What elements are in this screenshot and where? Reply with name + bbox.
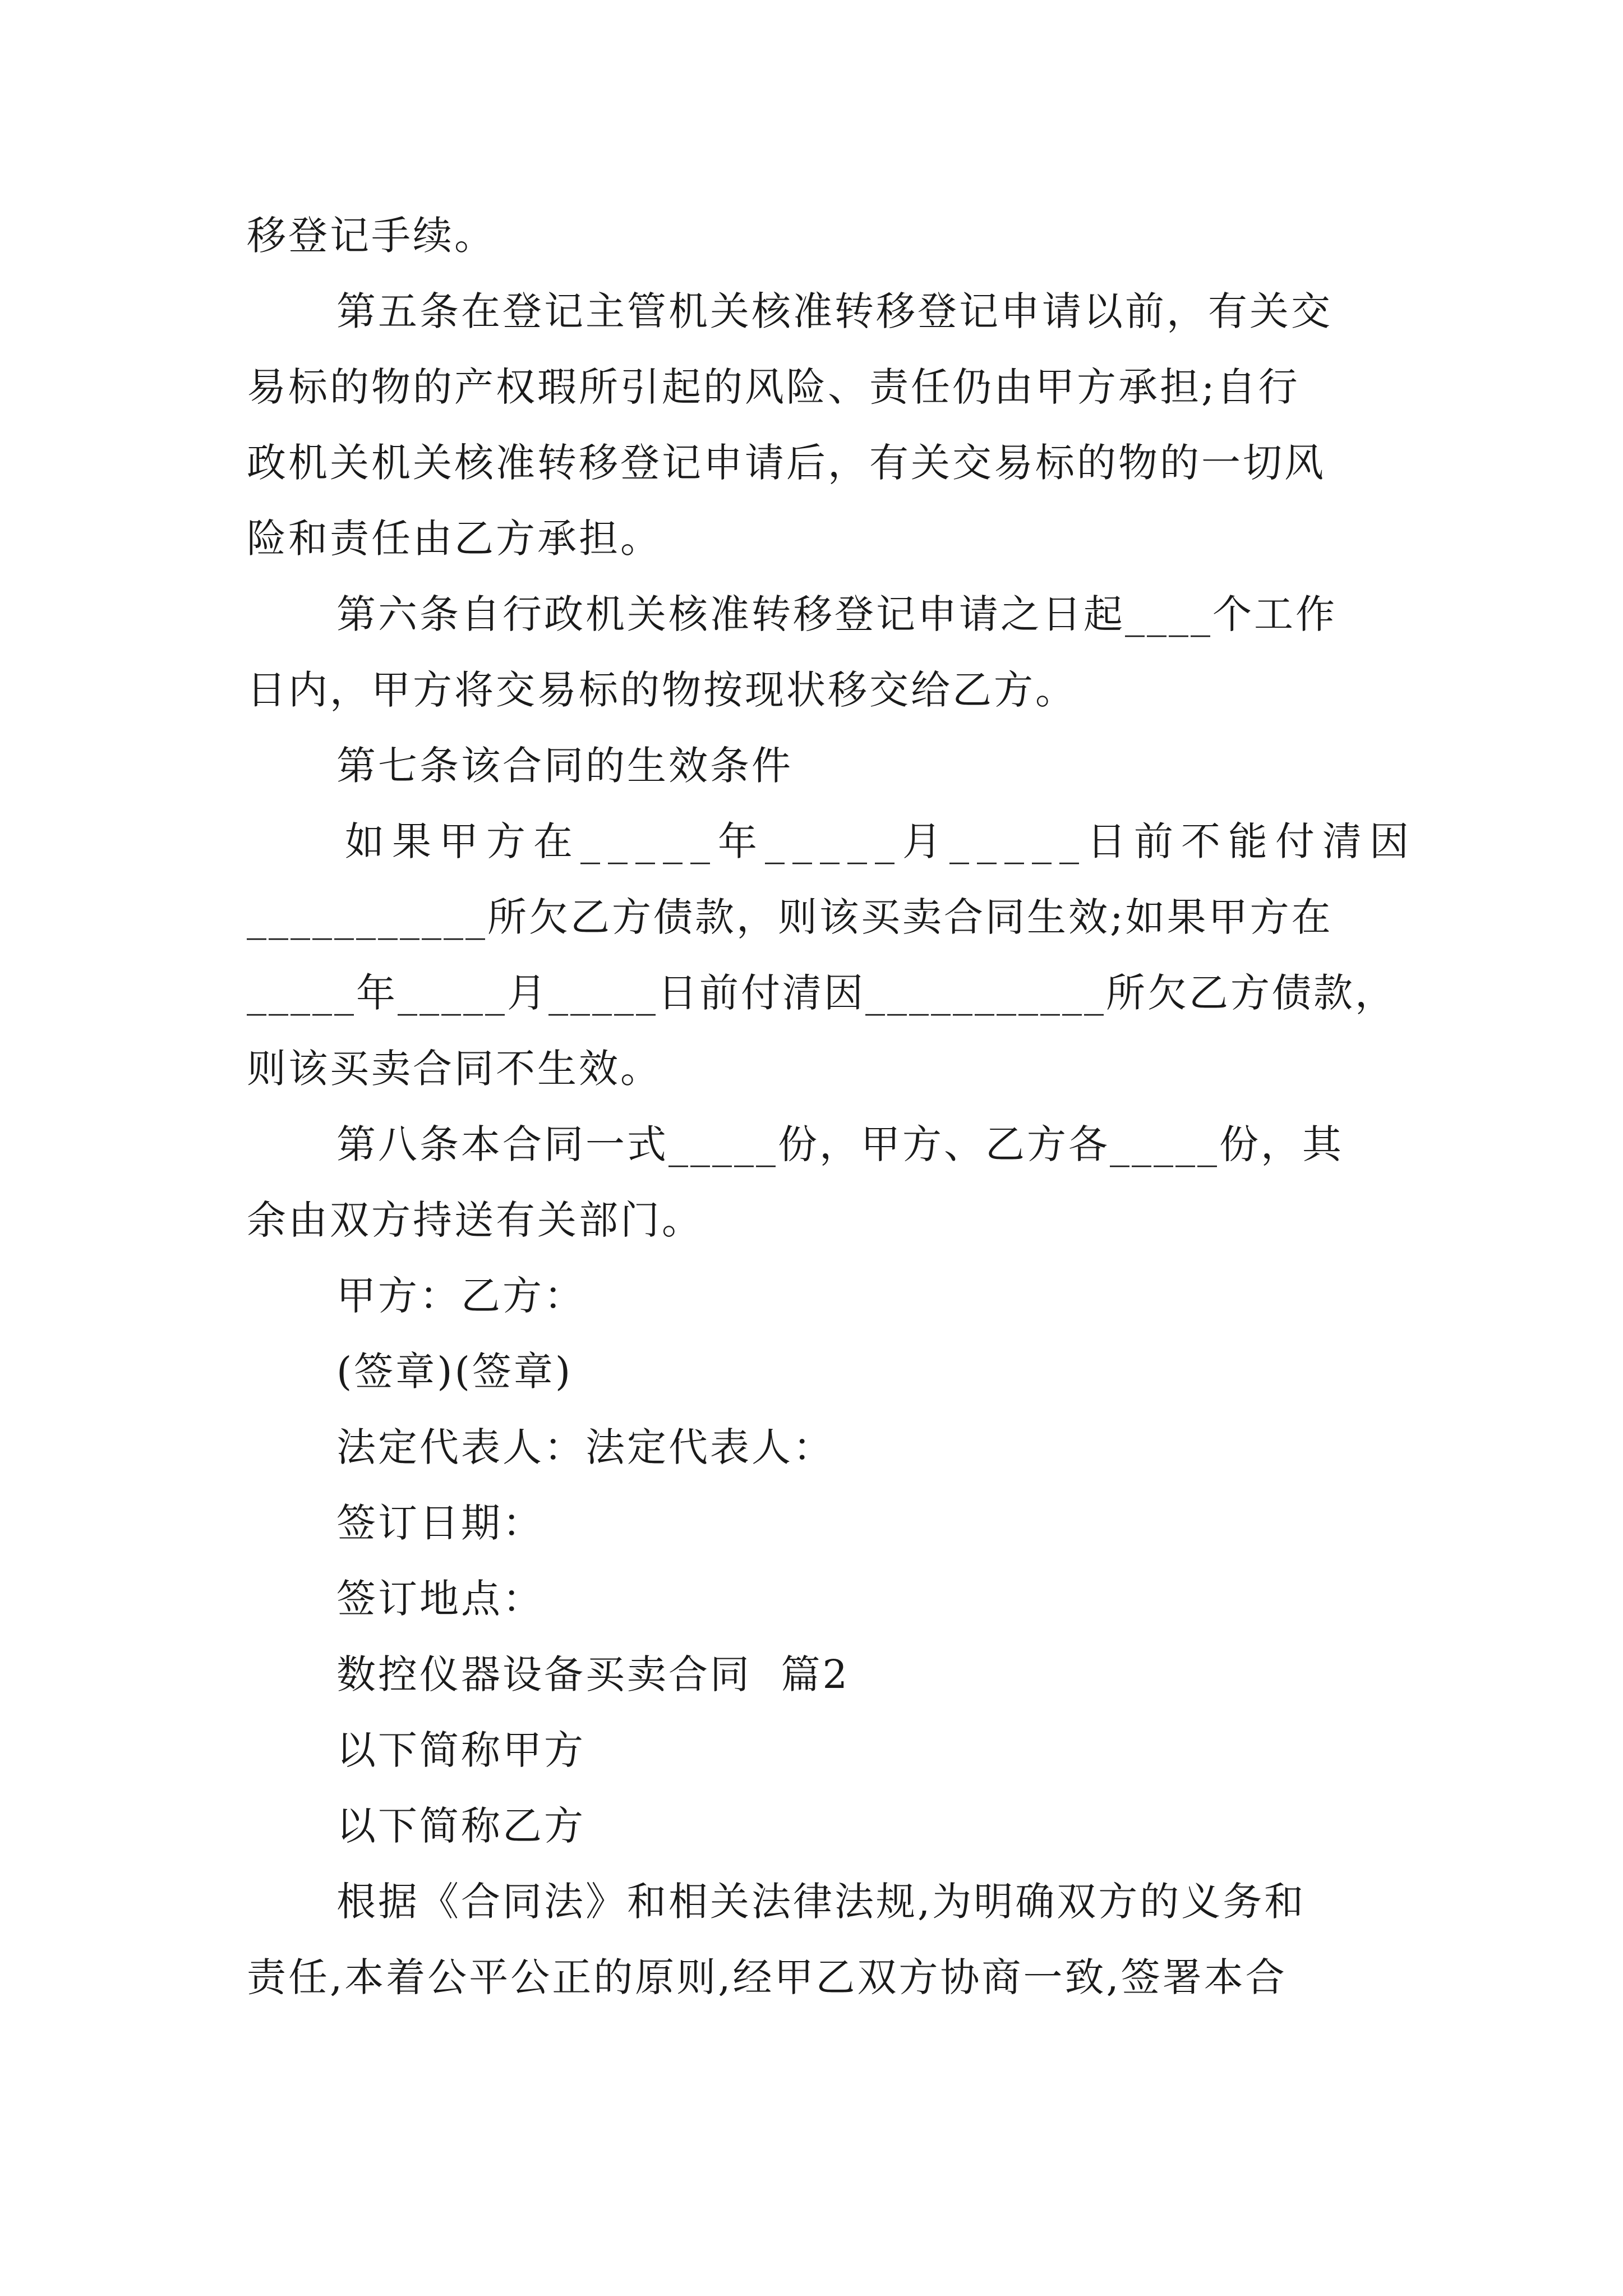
- signing-date-label: 签订日期：: [336, 1500, 544, 1546]
- seal-labels: (签章)(签章): [336, 1349, 573, 1395]
- text-line: 余由双方持送有关部门。: [247, 1197, 703, 1243]
- article-7-heading: 第七条该合同的生效条件: [336, 743, 793, 789]
- party-labels: 甲方：乙方：: [336, 1273, 585, 1319]
- party-b-reference: 以下简称乙方: [336, 1803, 585, 1849]
- text-line: 日内，甲方将交易标的物按现状移交给乙方。: [247, 667, 1077, 713]
- text-line: _____年_____月_____日前付清因___________所欠乙方债款，: [247, 970, 1396, 1016]
- text-line: 政机关机关核准转移登记申请后，有关交易标的物的一切风: [247, 440, 1326, 486]
- text-line: 则该买卖合同不生效。: [247, 1046, 662, 1092]
- text-line: 险和责任由乙方承担。: [247, 516, 662, 562]
- party-a-reference: 以下简称甲方: [336, 1727, 585, 1773]
- text-line: 移登记手续。: [247, 213, 496, 259]
- preamble-line-1: 根据《合同法》和相关法律法规,为明确双方的义务和: [336, 1879, 1306, 1925]
- section-title: 数控仪器设备买卖合同 篇2: [336, 1651, 850, 1697]
- legal-representative-labels: 法定代表人：法定代表人：: [336, 1424, 834, 1470]
- text-line: 责任,本着公平公正的原则,经甲乙双方协商一致,签署本合: [247, 1954, 1287, 2000]
- signing-place-label: 签订地点：: [336, 1576, 544, 1622]
- text-line: 易标的物的产权瑕所引起的风险、责任仍由甲方承担;自行: [247, 364, 1300, 410]
- article-8-line-1: 第八条本合同一式_____份，甲方、乙方各_____份，其: [336, 1121, 1344, 1167]
- article-7-condition-line-1: 如果甲方在_____年_____月_____日前不能付清因: [345, 818, 1417, 864]
- article-5-line-1: 第五条在登记主管机关核准转移登记申请以前，有关交: [336, 288, 1332, 334]
- article-6-line-1: 第六条自行政机关核准转移登记申请之日起____个工作: [336, 591, 1337, 637]
- text-line: ___________所欠乙方债款，则该买卖合同生效;如果甲方在: [247, 894, 1333, 940]
